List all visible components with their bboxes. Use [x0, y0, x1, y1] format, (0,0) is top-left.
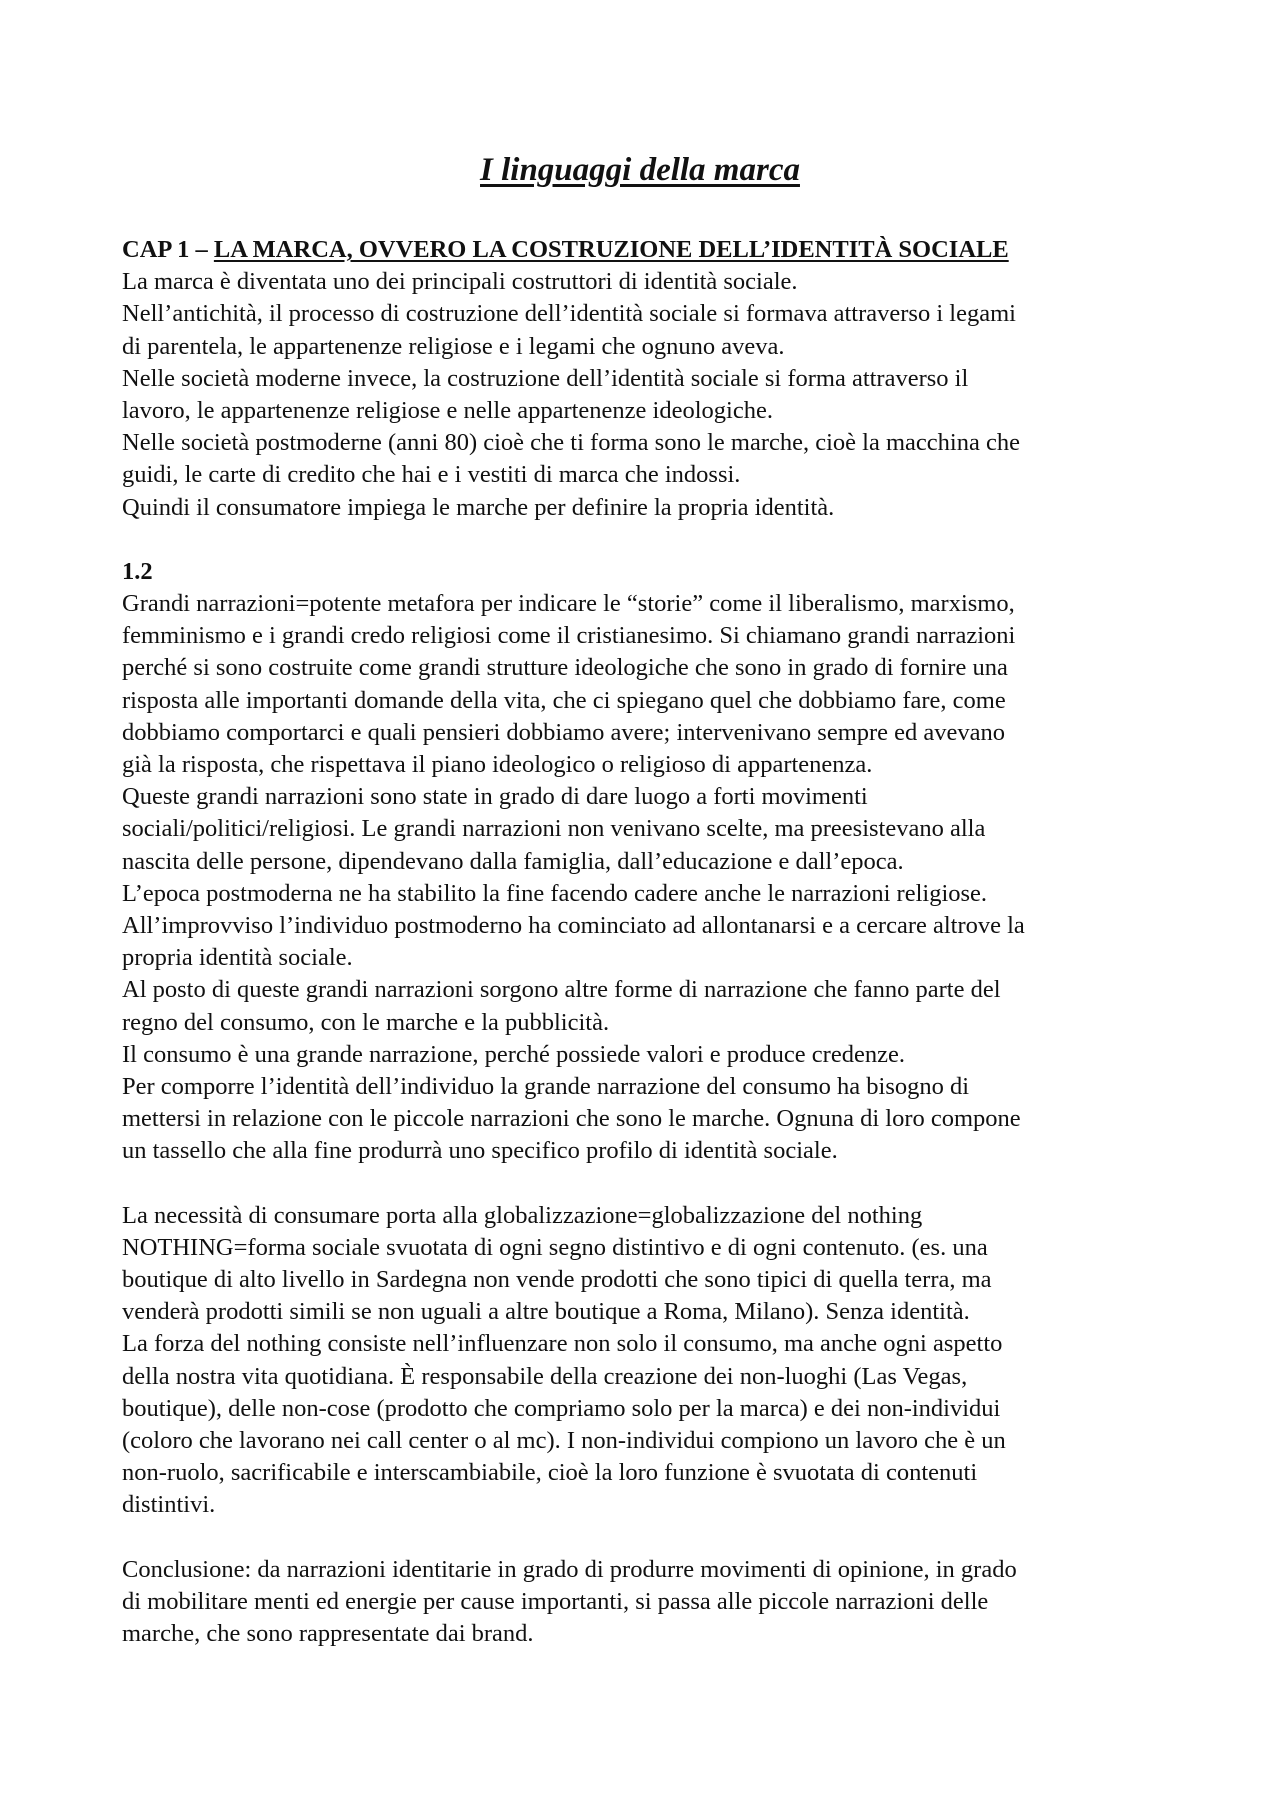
text-line: Nelle società postmoderne (anni 80) cioè che ti forma sono le marche, cioè la macchina che: [122, 429, 1020, 457]
text-line: perché si sono costruite come grandi strutture ideologiche che sono in grado di fornire una: [122, 654, 1008, 682]
document-body: [122, 234, 1192, 1650]
chapter-label: CAP 1 –: [122, 236, 214, 263]
text-line: non-ruolo, sacrificabile e interscambiabile, cioè la loro funzione è svuotata di contenuti: [122, 1459, 978, 1487]
text-line: propria identità sociale.: [122, 944, 353, 972]
paragraph-gap: [122, 1522, 1192, 1554]
text-line: regno del consumo, con le marche e la pubblicità.: [122, 1008, 610, 1036]
text-line: di parentela, le appartenenze religiose e i legami che ognuno aveva.: [122, 332, 785, 360]
paragraph-gap: [122, 1167, 1192, 1199]
text-line: All’improvviso l’individuo postmoderno ha cominciato ad allontanarsi e a cercare altrove la: [122, 911, 1025, 939]
text-line: di mobilitare menti ed energie per cause importanti, si passa alle piccole narrazioni delle: [122, 1587, 989, 1615]
text-line: risposta alle importanti domande della vita, che ci spiegano quel che dobbiamo fare, come: [122, 686, 1006, 714]
text-line: Il consumo è una grande narrazione, perché possiede valori e produce credenze.: [122, 1040, 905, 1068]
chapter-heading: [122, 234, 1192, 266]
grand-narratives-paragraph: [122, 588, 1192, 1167]
text-line: venderà prodotti simili se non uguali a altre boutique a Roma, Milano). Senza identità.: [122, 1298, 970, 1326]
document-title: I linguaggi della marca: [480, 152, 800, 188]
text-line: distintivi.: [122, 1491, 216, 1519]
text-line: boutique), delle non-cose (prodotto che compriamo solo per la marca) e dei non-individui: [122, 1394, 1001, 1422]
text-line: L’epoca postmoderna ne ha stabilito la fine facendo cadere anche le narrazioni religiose.: [122, 879, 988, 907]
intro-paragraph: [122, 266, 1192, 524]
text-line: femminismo e i grandi credo religiosi come il cristianesimo. Si chiamano grandi narrazioni: [122, 622, 1016, 650]
conclusion-paragraph: [122, 1554, 1192, 1651]
text-line: La necessità di consumare porta alla globalizzazione=globalizzazione del nothing: [122, 1201, 923, 1229]
text-line: Nelle società moderne invece, la costruzione dell’identità sociale si forma attraverso il: [122, 364, 969, 392]
text-line: Queste grandi narrazioni sono state in grado di dare luogo a forti movimenti: [122, 783, 868, 811]
text-line: mettersi in relazione con le piccole narrazioni che sono le marche. Ognuna di loro compone: [122, 1105, 1021, 1133]
chapter-title: LA MARCA, OVVERO LA COSTRUZIONE DELL’IDENTITÀ SOCIALE: [213, 236, 1009, 263]
text-line: guidi, le carte di credito che hai e i vestiti di marca che indossi.: [122, 461, 741, 489]
text-line: Grandi narrazioni=potente metafora per indicare le “storie” come il liberalismo, marxismo,: [122, 590, 1015, 618]
text-line: dobbiamo comportarci e quali pensieri dobbiamo avere; intervenivano sempre ed avevano: [122, 718, 1006, 746]
text-line: NOTHING=forma sociale svuotata di ogni segno distintivo e di ogni contenuto. (es. una: [122, 1233, 988, 1261]
text-line: Quindi il consumatore impiega le marche per definire la propria identità.: [122, 493, 835, 521]
nothing-paragraph: [122, 1200, 1192, 1522]
paragraph-gap: [122, 524, 1192, 556]
text-line: Conclusione: da narrazioni identitarie in grado di produrre movimenti di opinione, in grado: [122, 1555, 1017, 1583]
text-line: Nell’antichità, il processo di costruzione dell’identità sociale si formava attraverso i legami: [122, 300, 1016, 328]
text-line: marche, che sono rappresentate dai brand.: [122, 1620, 534, 1648]
text-line: (coloro che lavorano nei call center o al mc). I non-individui compiono un lavoro che è un: [122, 1426, 1006, 1454]
text-line: della nostra vita quotidiana. È responsabile della creazione dei non-luoghi (Las Vegas,: [122, 1362, 968, 1390]
text-line: lavoro, le appartenenze religiose e nelle appartenenze ideologiche.: [122, 396, 773, 424]
text-line: Per comporre l’identità dell’individuo la grande narrazione del consumo ha bisogno di: [122, 1072, 970, 1100]
text-line: un tassello che alla fine produrrà uno specifico profilo di identità sociale.: [122, 1137, 838, 1165]
text-line: La marca è diventata uno dei principali costruttori di identità sociale.: [122, 268, 798, 296]
text-line: sociali/politici/religiosi. Le grandi narrazioni non venivano scelte, ma preesistevano alla: [122, 815, 986, 843]
text-line: La forza del nothing consiste nell’influenzare non solo il consumo, ma anche ogni aspetto: [122, 1330, 1003, 1358]
section-heading: 1.2: [122, 557, 153, 585]
text-line: già la risposta, che rispettava il piano ideologico o religioso di appartenenza.: [122, 751, 873, 778]
text-line: nascita delle persone, dipendevano dalla famiglia, dall’educazione e dall’epoca.: [122, 847, 904, 875]
text-line: boutique di alto livello in Sardegna non vende prodotti che sono tipici di quella terra, ma: [122, 1266, 992, 1293]
text-line: Al posto di queste grandi narrazioni sorgono altre forme di narrazione che fanno parte del: [122, 976, 1001, 1004]
